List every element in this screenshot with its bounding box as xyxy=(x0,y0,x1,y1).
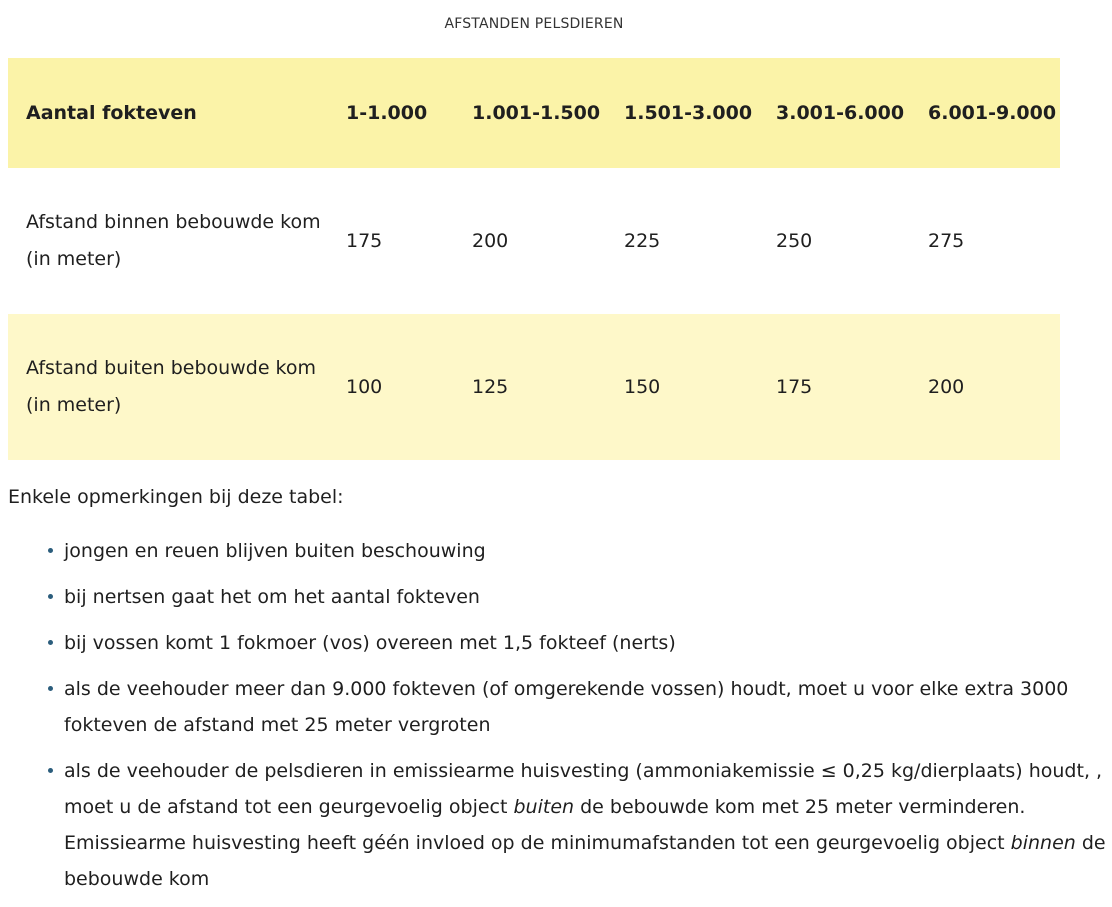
bullet-icon xyxy=(48,640,53,645)
list-item xyxy=(8,671,1108,743)
notes-intro: Enkele opmerkingen bij deze tabel: xyxy=(8,486,344,508)
table-cell: 250 xyxy=(776,229,813,252)
note-text: als de veehouder meer dan 9.000 fokteven (of omgerekende vossen) houdt, moet u voor elke extra 3000 fokteven de afstand met 25 meter vergroten xyxy=(64,678,1069,736)
table-cell: 125 xyxy=(472,375,509,398)
note-text-part: als de veehouder de pelsdieren in emissiearme huisvesting (ammoniakemissie ≤ 0,25 kg/dierplaats) houdt, , moet u de afstand tot een geurgevoelig object xyxy=(64,760,1103,818)
list-item xyxy=(8,753,1108,897)
row-label: Afstand buiten bebouwde kom (in meter) xyxy=(26,357,317,416)
header-label: Aantal fokteven xyxy=(26,101,197,124)
table-cell: 275 xyxy=(928,229,965,252)
bullet-icon xyxy=(48,768,53,773)
header-col-3: 1.501-3.000 xyxy=(624,101,753,124)
note-text: bij vossen komt 1 fokmoer (vos) overeen met 1,5 fokteef (nerts) xyxy=(64,632,676,654)
header-col-1: 1-1.000 xyxy=(346,101,428,124)
table-cell: 175 xyxy=(346,229,383,252)
note-text: jongen en reuen blijven buiten beschouwing xyxy=(64,540,486,562)
note-text: bij nertsen gaat het om het aantal fokteven xyxy=(64,586,480,608)
bullet-icon xyxy=(48,594,53,599)
note-emphasis: buiten xyxy=(513,796,575,818)
list-item xyxy=(8,533,1108,569)
list-item xyxy=(8,579,1108,615)
bullet-icon xyxy=(48,548,53,553)
table-row xyxy=(8,314,1060,460)
header-col-4: 3.001-6.000 xyxy=(776,101,905,124)
bullet-icon xyxy=(48,686,53,691)
table-row xyxy=(8,168,1060,314)
header-col-2: 1.001-1.500 xyxy=(472,101,601,124)
distance-table xyxy=(8,58,1060,460)
header-col-5: 6.001-9.000 xyxy=(928,101,1057,124)
table-cell: 175 xyxy=(776,375,813,398)
table-cell: 150 xyxy=(624,375,661,398)
table-cell: 225 xyxy=(624,229,661,252)
note-text-part: de bebouwde kom xyxy=(64,832,1106,890)
list-item xyxy=(8,625,1108,661)
notes-list xyxy=(8,533,1108,907)
note-text-part: de bebouwde kom met 25 meter verminderen. Emissiearme huisvesting heeft géén invloed op de minimumafstanden tot een geurgevoelig object xyxy=(64,796,1026,854)
table-caption: AFSTANDEN PELSDIEREN xyxy=(444,16,624,32)
row-label: Afstand binnen bebouwde kom (in meter) xyxy=(26,211,321,270)
table-header-row xyxy=(8,58,1060,168)
note-emphasis: binnen xyxy=(1010,832,1076,854)
table-cell: 200 xyxy=(472,229,509,252)
table-cell: 200 xyxy=(928,375,965,398)
table-cell: 100 xyxy=(346,375,383,398)
